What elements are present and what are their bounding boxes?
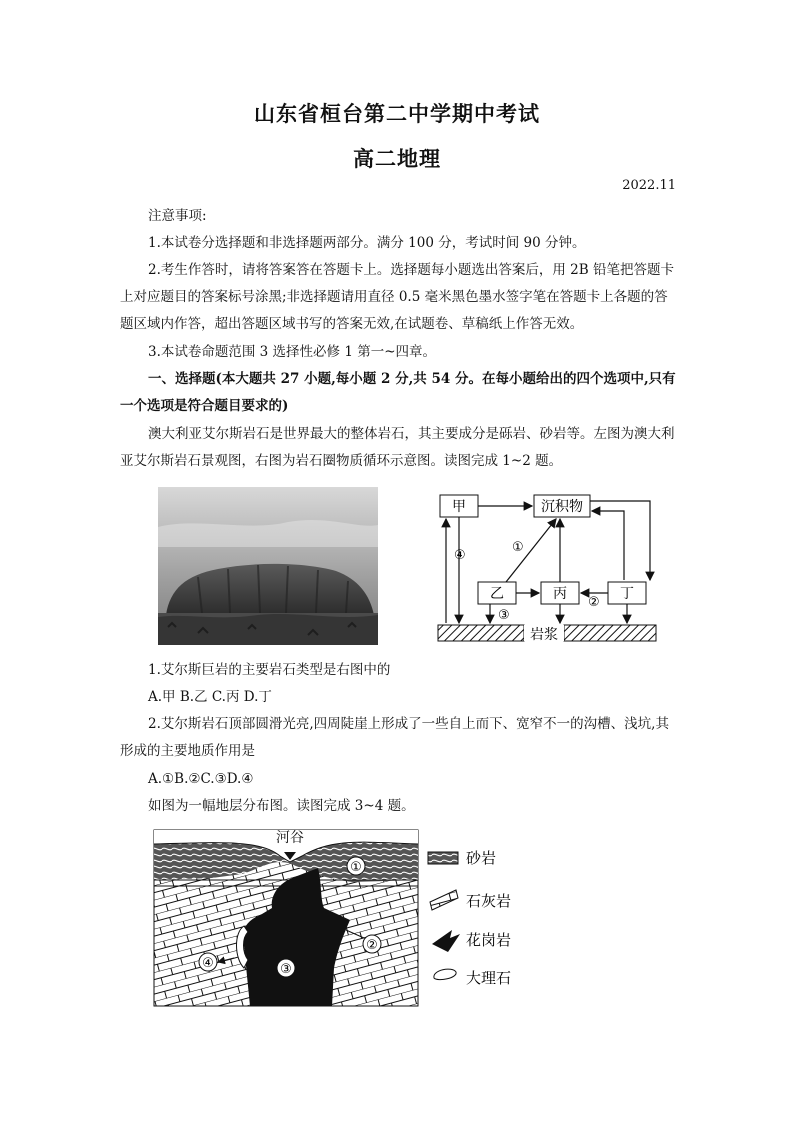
legend-granite: 花岗岩 — [466, 931, 512, 949]
valley-label: 河谷 — [276, 830, 304, 846]
strata-label-1: ① — [350, 860, 362, 875]
passage-intro-2: 如图为一幅地层分布图。读图完成 3~4 题。 — [148, 798, 415, 814]
label-2: ② — [588, 595, 600, 610]
legend-marble: 大理石 — [466, 969, 512, 987]
q1-options: A.甲 B.乙 C.丙 D.丁 — [148, 689, 272, 705]
box-ding: 丁 — [620, 586, 634, 602]
label-3: ③ — [498, 608, 510, 623]
notice-item-1: 1.本试卷分选择题和非选择题两部分。满分 100 分，考试时间 90 分钟。 — [148, 235, 586, 251]
strata-label-2: ② — [366, 938, 378, 953]
box-yi: 乙 — [490, 586, 504, 602]
exam-title: 山东省桓台第二中学期中考试 — [254, 101, 540, 126]
q2-stem: 2.艾尔斯岩石顶部圆滑光亮,四周陡崖上形成了一些自上而下、宽窄不一的沟槽、浅坑,其形成的主要地质作用是 — [120, 716, 669, 759]
passage-intro-1: 澳大利亚艾尔斯岩石是世界最大的整体岩石，其主要成分是砾岩、砂岩等。左图为澳大利亚艾尔斯岩石景观图，右图为岩石圈物质循环示意图。读图完成 1~2 题。 — [120, 426, 675, 469]
legend-limestone: 石灰岩 — [466, 892, 512, 910]
q2-options: A.①B.②C.③D.④ — [148, 771, 254, 787]
q1-stem: 1.艾尔斯巨岩的主要岩石类型是右图中的 — [148, 662, 391, 678]
legend-marble-swatch — [434, 969, 456, 979]
magma-hatch-left — [438, 625, 524, 641]
box-sediment: 沉积物 — [541, 499, 583, 515]
legend-sandstone: 砂岩 — [466, 849, 497, 867]
notice-heading: 注意事项: — [148, 208, 207, 224]
legend-granite-swatch — [432, 930, 460, 952]
box-jia: 甲 — [452, 499, 466, 515]
legend-limestone-swatch — [430, 890, 458, 910]
exam-date: 2022.11 — [622, 178, 676, 193]
box-magma: 岩浆 — [530, 627, 558, 643]
legend-sandstone-swatch — [428, 852, 458, 864]
box-bing: 丙 — [553, 586, 567, 602]
notice-item-3: 3.本试卷命题范围 3 选择性必修 1 第一~四章。 — [148, 344, 437, 360]
rock-cycle-diagram — [428, 487, 660, 647]
label-4: ④ — [454, 548, 466, 563]
exam-subtitle: 高二地理 — [353, 146, 441, 171]
strata-diagram — [152, 828, 524, 1008]
ayers-rock-photo — [158, 487, 378, 645]
section-heading: 一、选择题(本大题共 27 小题,每小题 2 分,共 54 分。在每小题给出的四个选项中,只有一个选项是符合题目要求的) — [120, 371, 676, 414]
label-1: ① — [512, 540, 524, 555]
magma-hatch-right — [564, 625, 656, 641]
strata-label-4: ④ — [202, 956, 214, 971]
strata-label-3: ③ — [280, 962, 292, 977]
notice-item-2: 2.考生作答时，请将答案答在答题卡上。选择题每小题选出答案后，用 2B 铅笔把答题卡上对应题目的答案标号涂黑;非选择题请用直径 0.5 毫米黑色墨水签字笔在答题卡上各题的答题区域内作答，超出答题区域书写的答案无效,在试题卷、草稿纸上作答无效。 — [120, 262, 674, 332]
